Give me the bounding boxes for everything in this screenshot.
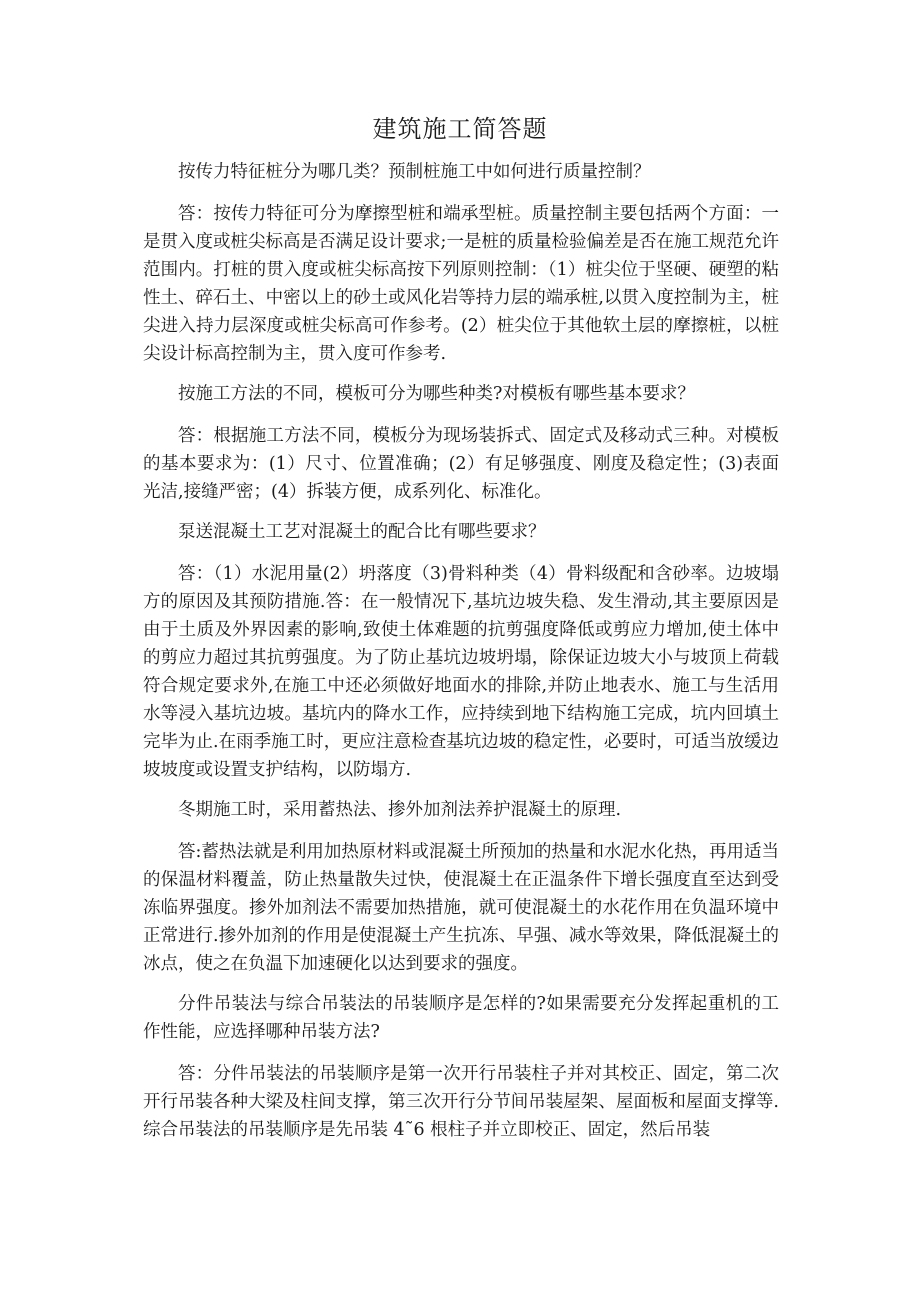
question-3: 泵送混凝土工艺对混凝土的配合比有哪些要求？: [178, 522, 546, 542]
document-body: [143, 158, 779, 1156]
answer-3: 答：（1）水泥用量(2）坍落度（3)骨料种类（4）骨料级配和含砂率。边坡塌方的原因及其预防措施.答：在一般情况下,基坑边坡失稳、发生滑动,其主要原因是由于土质及外界因素的影响,致使土体难题的抗剪强度降低或剪应力增加,使土体中的剪应力超过其抗剪强度。为了防止基坑边坡坍塌，除保证边坡大小与坡顶上荷载符合规定要求外,在施工中还必须做好地面水的排除,并防止地表水、施工与生活用水等浸入基坑边坡。基坑内的降水工作，应持续到地下结构施工完成，坑内回填土完毕为止.在雨季施工时，更应注意检查基坑边坡的稳定性，必要时，可适当放缓边坡坡度或设置支护结构，以防塌方.: [143, 564, 779, 780]
question-1: 按传力特征桩分为哪几类？预制桩施工中如何进行质量控制？: [178, 162, 651, 182]
question-4: 冬期施工时，采用蓄热法、掺外加剂法养护混凝土的原理.: [178, 800, 622, 820]
question-2: 按施工方法的不同，模板可分为哪些种类?对模板有哪些基本要求？: [178, 384, 695, 404]
answer-1: 答：按传力特征可分为摩擦型桩和端承型桩。质量控制主要包括两个方面：一是贯入度或桩尖标高是否满足设计要求;一是桩的质量检验偏差是否在施工规范允许范围内。打桩的贯入度或桩尖标高按下列原则控制：（1）桩尖位于坚硬、硬塑的粘性土、碎石土、中密以上的砂土或风化岩等持力层的端承桩,以贯入度控制为主，桩尖进入持力层深度或桩尖标高可作参考。(2）桩尖位于其他软土层的摩擦桩，以桩尖设计标高控制为主，贯入度可作参考.: [143, 204, 779, 364]
document-title: 建筑施工简答题: [372, 115, 548, 143]
question-5: 分件吊装法与综合吊装法的吊装顺序是怎样的?如果需要充分发挥起重机的工作性能，应选择哪种吊装方法?: [143, 994, 779, 1042]
answer-5: 答：分件吊装法的吊装顺序是第一次开行吊装柱子并对其校正、固定，第二次开行吊装各种大梁及柱间支撑，第三次开行分节间吊装屋架、屋面板和屋面支撑等.综合吊装法的吊装顺序是先吊装 4˜6 根柱子并立即校正、固定，然后吊装: [143, 1064, 779, 1140]
answer-2: 答：根据施工方法不同，模板分为现场装拆式、固定式及移动式三种。对模板的基本要求为：(1）尺寸、位置准确；(2）有足够强度、刚度及稳定性；(3)表面光洁,接缝严密；(4）拆装方便，成系列化、标准化。: [143, 426, 779, 502]
answer-4: 答:蓄热法就是利用加热原材料或混凝土所预加的热量和水泥水化热，再用适当的保温材料覆盖，防止热量散失过快，使混凝土在正温条件下增长强度直至达到受冻临界强度。掺外加剂法不需要加热措施，就可使混凝土的水花作用在负温环境中正常进行.掺外加剂的作用是使混凝土产生抗冻、早强、减水等效果，降低混凝土的冰点，使之在负温下加速硬化以达到要求的强度。: [143, 842, 779, 974]
